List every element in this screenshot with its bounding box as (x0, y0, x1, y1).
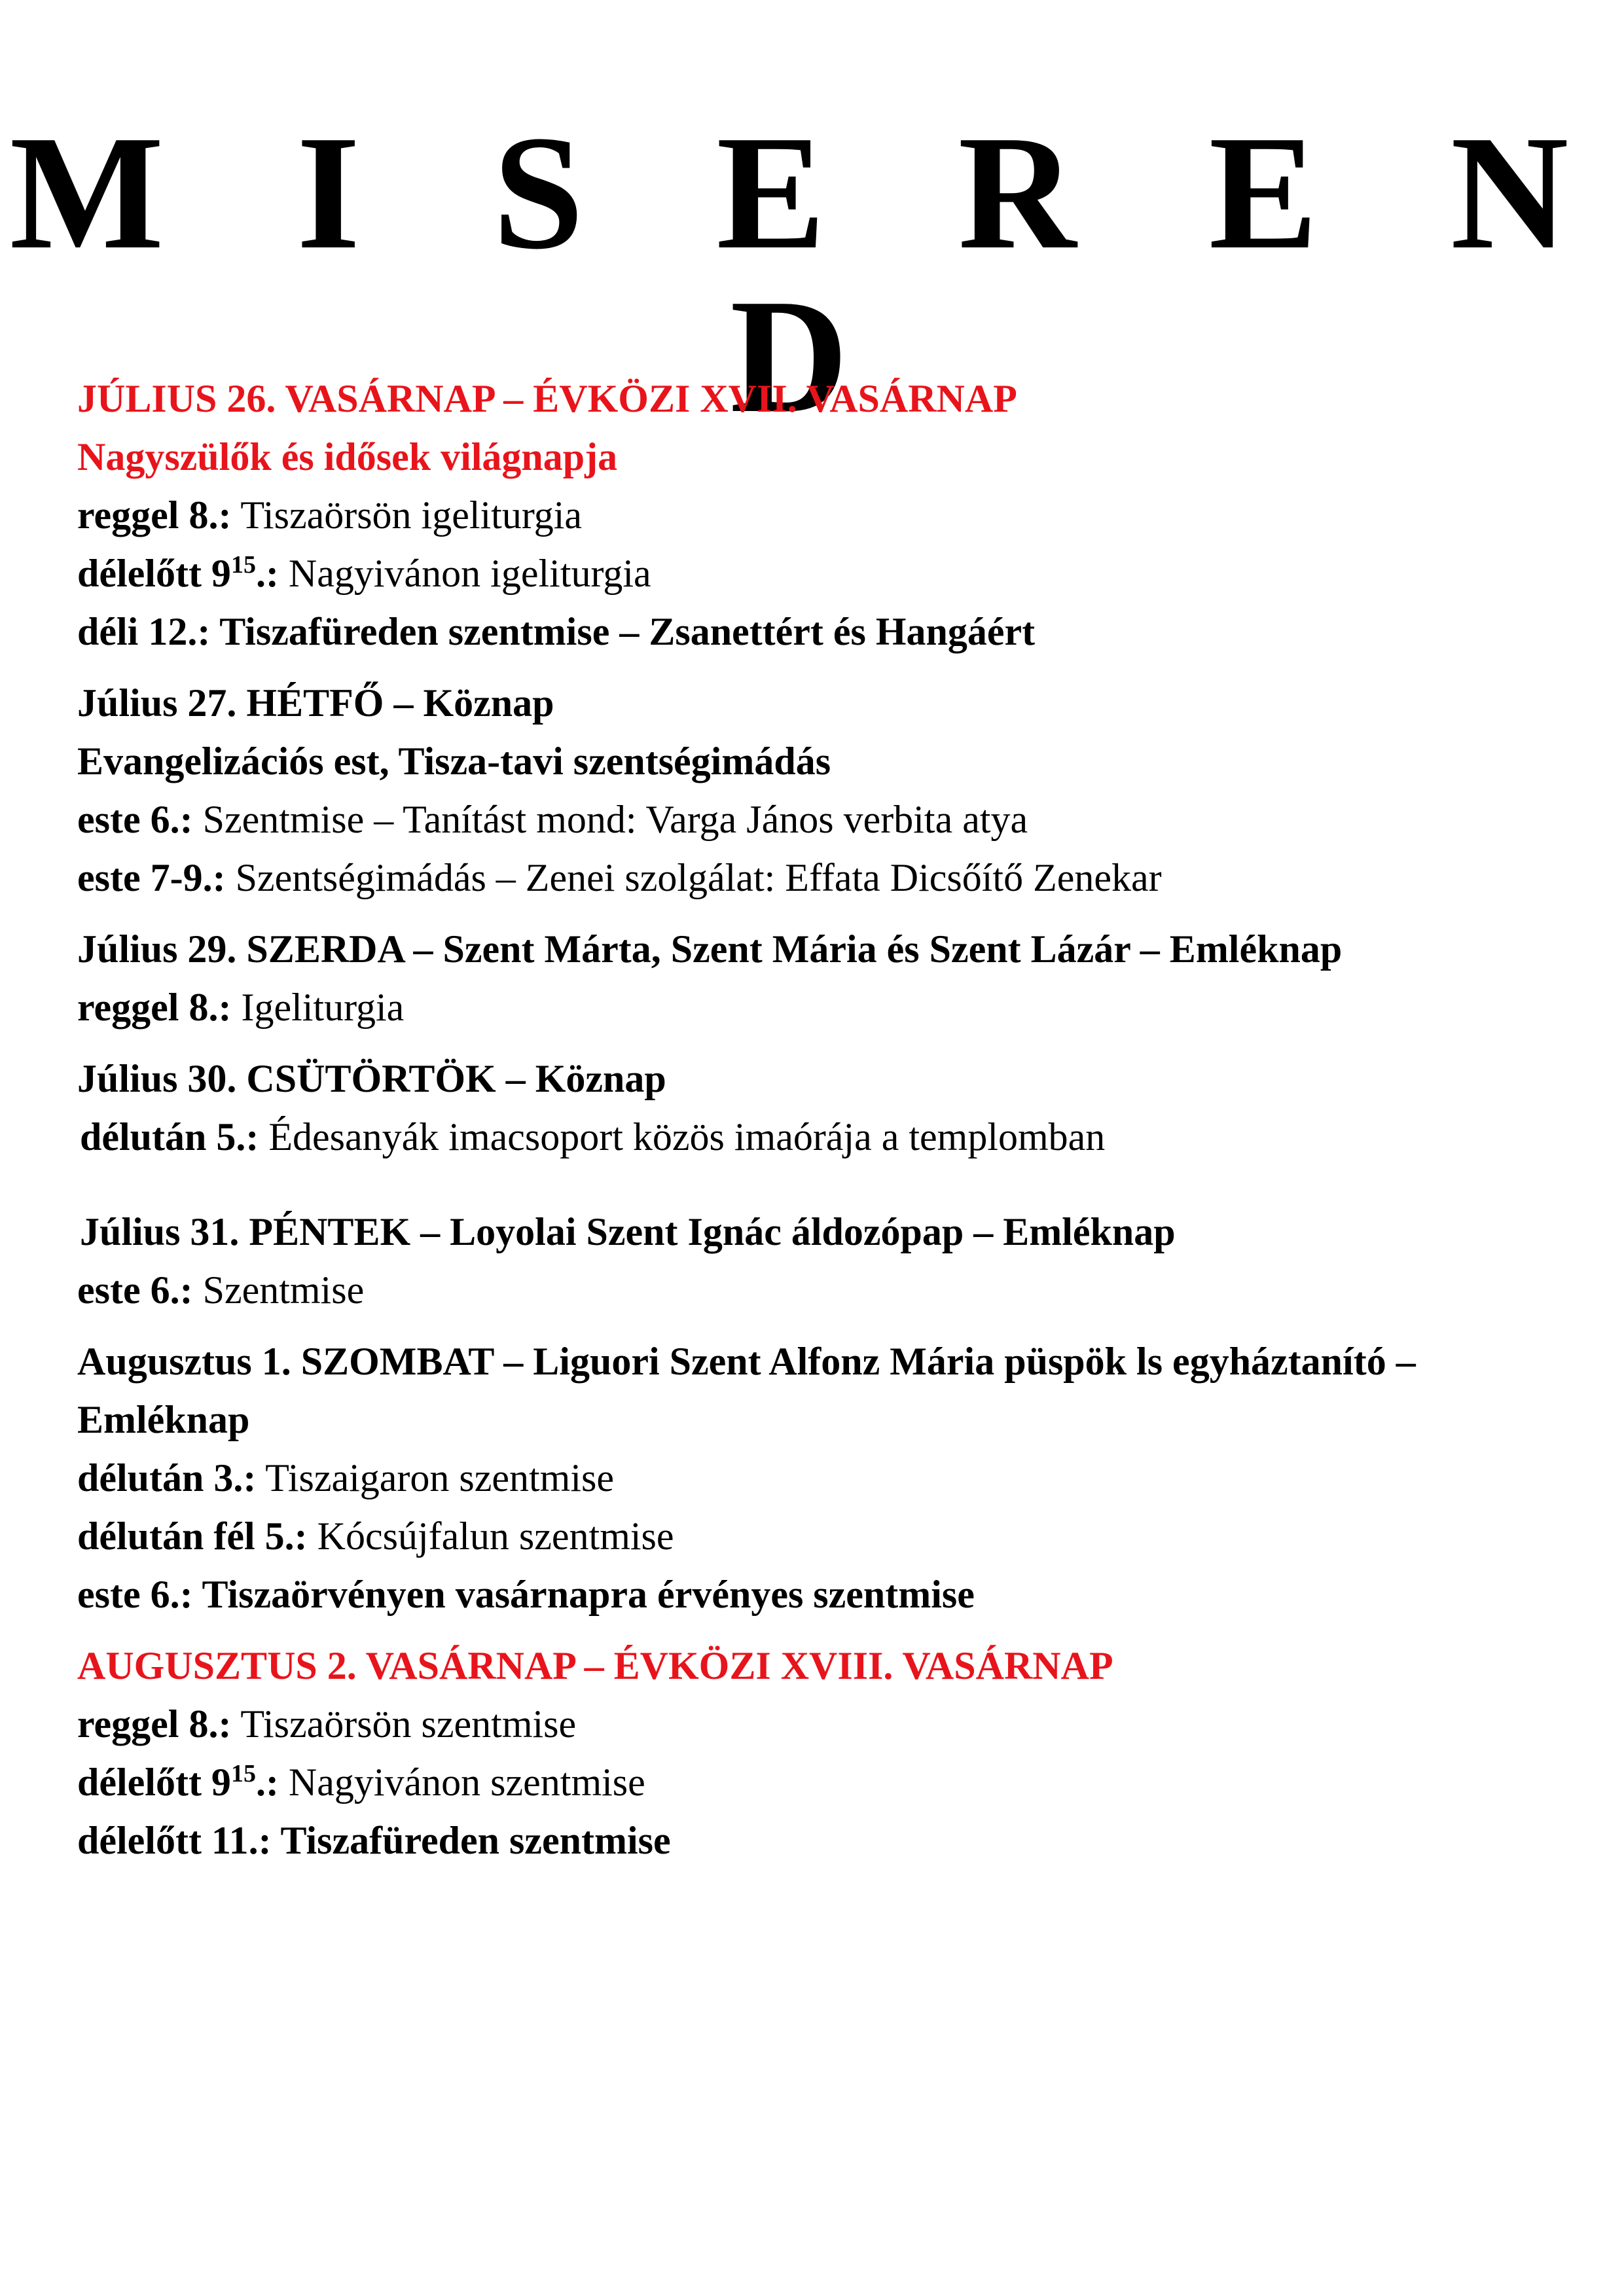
section-heading: AUGUSZTUS 2. VASÁRNAP – ÉVKÖZI XVIII. VASÁRNAP (77, 1644, 1113, 1687)
schedule-item (77, 1449, 1602, 1507)
schedule-item (77, 978, 1602, 1037)
schedule-section-aug-2 (77, 1637, 1602, 1870)
section-heading-continued: Emléknap (77, 1398, 250, 1441)
schedule-item (77, 545, 1602, 603)
item-time: délután 5.: (80, 1115, 259, 1158)
mass-schedule (77, 370, 1602, 1870)
item-description: Nagyivánon igeliturgia (278, 552, 651, 595)
schedule-section-jul-26 (77, 370, 1602, 661)
item-description: Szentmise – Tanítást mond: Varga János verbita atya (192, 798, 1028, 841)
page-title: M I S E R E N D (9, 102, 1615, 447)
item-time: reggel 8.: (77, 986, 232, 1029)
section-heading: Július 30. CSÜTÖRTÖK – Köznap (77, 1057, 666, 1100)
item-description: Tiszaörsön igeliturgia (231, 493, 583, 537)
schedule-item (77, 849, 1602, 907)
item-description: Szentmise (192, 1268, 365, 1312)
schedule-section-jul-30 (77, 1050, 1602, 1166)
section-subheading: Evangelizációs est, Tisza-tavi szentségimádás (77, 740, 831, 783)
schedule-item (77, 1753, 1602, 1812)
item-description: Tiszaörvényen vasárnapra érvényes szentmise (192, 1573, 975, 1616)
item-time: délelőtt $9^{15}$.: (77, 551, 279, 595)
schedule-item (77, 603, 1602, 661)
item-time: este 7-9.: (77, 856, 226, 899)
item-description: Tiszaigaron szentmise (256, 1456, 614, 1499)
item-time: reggel 8.: (77, 1702, 232, 1746)
item-time: délután fél 5.: (77, 1515, 308, 1558)
item-time: délután 3.: (77, 1456, 257, 1499)
item-time: déli 12.: (77, 610, 211, 653)
section-subheading: Nagyszülők és idősek világnapja (77, 435, 618, 478)
item-description: Tiszafüreden szentmise – Zsanettért és Hangáért (210, 610, 1036, 653)
time-superscript: 15 (230, 551, 256, 579)
item-time: délelőtt $9^{15}$.: (77, 1760, 279, 1804)
schedule-item (77, 1566, 1602, 1624)
section-heading: JÚLIUS 26. VASÁRNAP – ÉVKÖZI XVII. VASÁRNAP (77, 377, 1017, 420)
schedule-item (77, 1507, 1602, 1566)
item-description: Igeliturgia (231, 986, 405, 1029)
item-time: délelőtt 11.: (77, 1819, 272, 1862)
schedule-item (77, 1261, 1602, 1319)
schedule-section-jul-31 (77, 1203, 1602, 1319)
section-heading: Július 31. PÉNTEK – Loyolai Szent Ignác áldozópap – Emléknap (80, 1210, 1176, 1253)
schedule-item (77, 486, 1602, 545)
item-description: Édesanyák imacsoport közös imaórája a templomban (259, 1115, 1106, 1158)
item-description: Nagyivánon szentmise (278, 1761, 645, 1804)
item-description: Tiszafüreden szentmise (271, 1819, 671, 1862)
schedule-item (77, 1695, 1602, 1753)
section-heading: Július 27. HÉTFŐ – Köznap (77, 681, 554, 725)
schedule-section-jul-27 (77, 674, 1602, 907)
item-description: Szentségimádás – Zenei szolgálat: Effata Dicsőítő Zenekar (225, 856, 1162, 899)
item-description: Kócsújfalun szentmise (307, 1515, 674, 1558)
schedule-section-aug-1 (77, 1333, 1602, 1624)
schedule-item (77, 791, 1602, 849)
item-time: este 6.: (77, 1573, 193, 1616)
item-time: reggel 8.: (77, 493, 232, 537)
time-superscript: 15 (230, 1760, 256, 1787)
section-heading: Július 29. SZERDA – Szent Márta, Szent Mária és Szent Lázár – Emléknap (77, 927, 1343, 971)
schedule-item (77, 1108, 1602, 1166)
item-time: este 6.: (77, 798, 193, 841)
item-time: este 6.: (77, 1268, 193, 1312)
section-heading: Augusztus 1. SZOMBAT – Liguori Szent Alfonz Mária püspök ls egyháztanító – (77, 1340, 1416, 1383)
item-description: Tiszaörsön szentmise (231, 1702, 577, 1746)
schedule-section-jul-29 (77, 920, 1602, 1037)
schedule-item (77, 1812, 1602, 1870)
